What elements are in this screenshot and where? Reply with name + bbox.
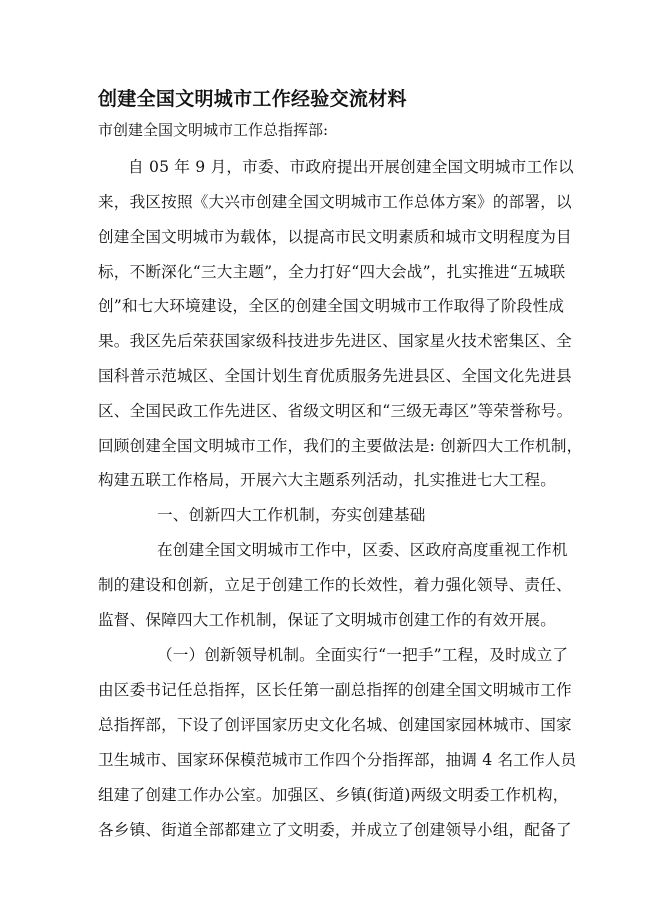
body-line: 总指挥部，下设了创评国家历史文化名城、创建国家园林城市、国家 <box>98 716 572 734</box>
body-line: 标，不断深化“三大主题”，全力打好“四大会战”，扎实推进“五城联 <box>98 263 566 281</box>
body-line: （一）创新领导机制。全面实行“一把手”工程，及时成立了 <box>157 646 569 664</box>
body-line: 创建全国文明城市为载体，以提高市民文明素质和城市文明程度为目 <box>98 228 572 246</box>
section-heading: 一、创新四大工作机制，夯实创建基础 <box>157 506 426 524</box>
body-line: 由区委书记任总指挥，区长任第一副总指挥的创建全国文明城市工作 <box>98 681 572 699</box>
body-line: 制的建设和创新，立足于创建工作的长效性，着力强化领导、责任、 <box>98 576 572 594</box>
document-title: 创建全国文明城市工作经验交流材料 <box>98 88 407 110</box>
body-line: 来，我区按照《大兴市创建全国文明城市工作总体方案》的部署，以 <box>98 193 572 211</box>
body-line: 在创建全国文明城市工作中，区委、区政府高度重视工作机 <box>157 541 568 559</box>
body-line: 回顾创建全国文明城市工作，我们的主要做法是: 创新四大工作机制， <box>98 437 583 455</box>
body-line: 监督、保障四大工作机制，保证了文明城市创建工作的有效开展。 <box>98 611 557 629</box>
body-line: 国科普示范城区、全国计划生育优质服务先进县区、全国文化先进县 <box>98 367 572 385</box>
body-line: 构建五联工作格局，开展六大主题系列活动，扎实推进七大工程。 <box>98 471 557 489</box>
body-line: 区、全国民政工作先进区、省级文明区和“三级无毒区”等荣誉称号。 <box>98 402 573 420</box>
body-line: 卫生城市、国家环保模范城市工作四个分指挥部，抽调 4 名工作人员 <box>98 751 577 769</box>
body-line: 自 05 年 9 月，市委、市政府提出开展创建全国文明城市工作以 <box>128 158 574 176</box>
body-line: 各乡镇、街道全部都建立了文明委，并成立了创建领导小组，配备了 <box>98 821 572 839</box>
body-line: 组建了创建工作办公室。加强区、乡镇(街道)两级文明委工作机构， <box>98 786 569 804</box>
body-line: 果。我区先后荣获国家级科技进步先进区、国家星火技术密集区、全 <box>98 332 572 350</box>
body-line: 创”和七大环境建设，全区的创建全国文明城市工作取得了阶段性成 <box>98 297 565 315</box>
addressee-line: 市创建全国文明城市工作总指挥部: <box>98 121 329 139</box>
